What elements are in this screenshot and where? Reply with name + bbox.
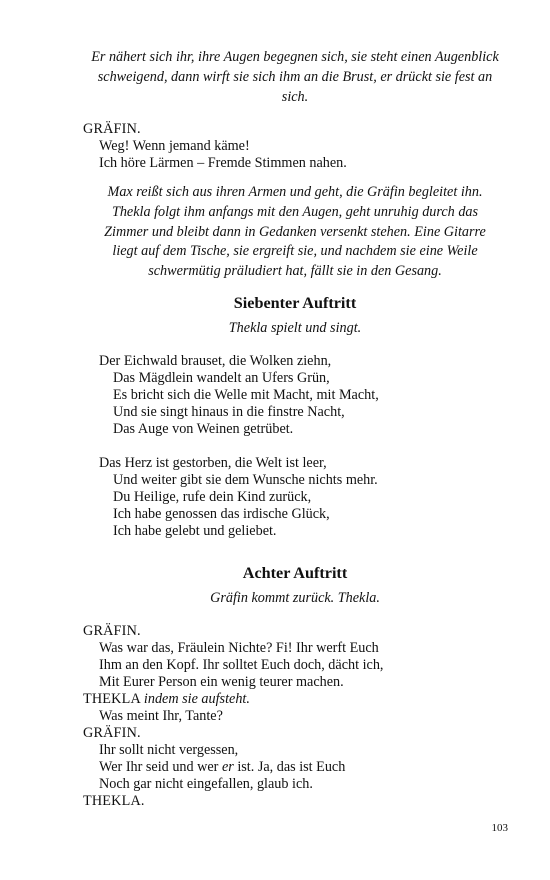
emphasis: er [221, 759, 234, 775]
verse-line [99, 759, 345, 776]
verse-line: Der Eichwald brauset, die Wolken ziehn, [99, 353, 332, 369]
verse-line: Ich habe gelebt und geliebet. [113, 523, 277, 539]
verse-line: Ich höre Lärmen – Fremde Stimmen nahen. [99, 155, 347, 171]
page-number: 103 [491, 822, 508, 834]
inline-stage-direction: indem sie aufsteht. [143, 691, 250, 707]
speaker-grafin: GRÄFIN. [83, 725, 141, 741]
speaker-thekla [83, 691, 250, 708]
verse-line: Noch gar nicht eingefallen, glaub ich. [99, 776, 313, 792]
verse-line: Ich habe genossen das irdische Glück, [113, 506, 330, 522]
scene-heading: Achter Auftritt [242, 564, 348, 582]
stage-direction-embrace [83, 48, 507, 107]
verse-text: ist. Ja, das ist Euch [237, 759, 346, 775]
verse-line: Und weiter gibt sie dem Wunsche nichts mehr. [113, 472, 378, 488]
speaker-thekla: THEKLA. [83, 793, 145, 809]
verse-line: Weg! Wenn jemand käme! [99, 138, 250, 154]
stage-line: Max reißt sich aus ihren Armen und geht, die Gräfin begleitet ihn. [107, 184, 483, 200]
stage-line: schwermütig präludiert hat, fällt sie in den Gesang. [148, 263, 442, 280]
scene-heading: Siebenter Auftritt [233, 294, 357, 312]
speaker-name: THEKLA [83, 691, 141, 707]
scene-stage-direction: Gräfin kommt zurück. Thekla. [210, 590, 380, 606]
verse-line: Es bricht sich die Welle mit Macht, mit Macht, [113, 387, 379, 403]
verse-text: Wer Ihr seid und wer [99, 759, 219, 775]
verse-line: Was war das, Fräulein Nichte? Fi! Ihr werft Euch [99, 640, 379, 656]
verse-line: Und sie singt hinaus in die finstre Nacht, [113, 404, 345, 420]
verse-line: Das Auge von Weinen getrübet. [113, 421, 294, 437]
stage-line: Er nähert sich ihr, ihre Augen begegnen sich, sie steht einen Augenblick [91, 49, 499, 65]
stage-line: Thekla folgt ihm anfangs mit den Augen, geht unruhig durch das [111, 203, 479, 220]
verse-line: Das Herz ist gestorben, die Welt ist leer, [99, 455, 327, 471]
speaker-grafin: GRÄFIN. [83, 121, 141, 137]
scene-stage-direction: Thekla spielt und singt. [228, 320, 362, 336]
stage-direction-max-leaves [83, 183, 507, 282]
verse-line: Du Heilige, rufe dein Kind zurück, [113, 489, 312, 505]
stage-line: sich. [281, 88, 309, 105]
stage-line: liegt auf dem Tische, sie ergreift sie, und nachdem sie eine Weile [112, 243, 478, 260]
verse-line: Das Mägdlein wandelt an Ufers Grün, [113, 370, 330, 386]
verse-line: Mit Eurer Person ein wenig teurer machen. [99, 674, 344, 690]
stage-line: schweigend, dann wirft sie sich ihm an die Brust, er drückt sie fest an [97, 68, 493, 85]
verse-line: Ihr sollt nicht vergessen, [99, 742, 239, 758]
stage-line: Zimmer und bleibt dann in Gedanken versenkt stehen. Eine Gitarre [104, 223, 486, 240]
verse-line: Ihm an den Kopf. Ihr solltet Euch doch, dächt ich, [99, 657, 384, 673]
speaker-grafin: GRÄFIN. [83, 623, 141, 639]
verse-line: Was meint Ihr, Tante? [99, 708, 223, 724]
